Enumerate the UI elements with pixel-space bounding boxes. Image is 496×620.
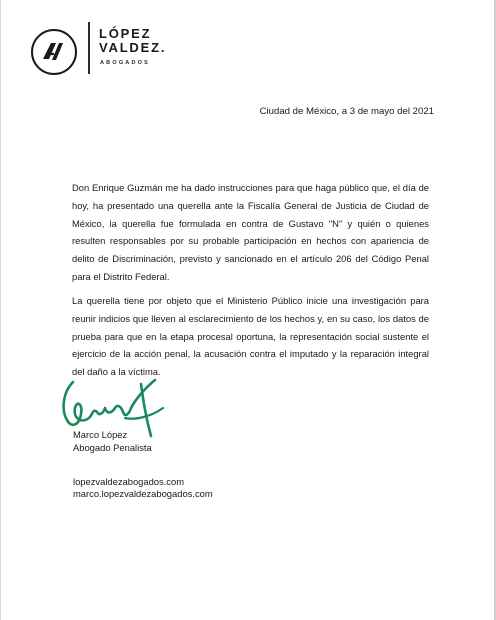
paragraph-2: La querella tiene por objeto que el Ministerio Público inicie una investigación para reunir indicios que lleven al esclarecimiento de los hechos y, en su caso, los datos de prueba para que en la etapa procesal oportuna, la representación social sustente el ejercicio de la acción penal, la acusación contra el imputado y la reparación integral del daño a la víctima. bbox=[72, 295, 429, 378]
firm-logo bbox=[31, 29, 77, 75]
signatory-block bbox=[73, 429, 152, 454]
firm-name-line2: VALDEZ. bbox=[99, 40, 167, 55]
paragraph-1: Don Enrique Guzmán me ha dado instrucciones para que haga público que, el día de hoy, ha presentado una querella ante la Fiscalía General de Justicia de Ciudad de México, la querella fue formulada en contra de Gustavo "N" y quién o quienes resulten responsables por su probable participación en hechos con apariencia de delito de Discriminación, previsto y sancionado en el artículo 206 del Código Penal para el Distrito Federal. bbox=[72, 182, 429, 282]
logo-divider bbox=[88, 22, 90, 74]
date-line: Ciudad de México, a 3 de mayo del 2021 bbox=[259, 106, 434, 117]
email-text: marco.lopezvaldezabogados.com bbox=[73, 488, 213, 500]
signatory-name: Marco López bbox=[73, 429, 128, 440]
signatory-title: Abogado Penalista bbox=[73, 441, 152, 453]
firm-name bbox=[99, 27, 166, 55]
firm-name-line1: LÓPEZ bbox=[99, 26, 152, 41]
website-text: lopezvaldezabogados.com bbox=[73, 476, 185, 487]
firm-subtitle: ABOGADOS bbox=[100, 60, 150, 66]
contact-block bbox=[73, 476, 213, 501]
